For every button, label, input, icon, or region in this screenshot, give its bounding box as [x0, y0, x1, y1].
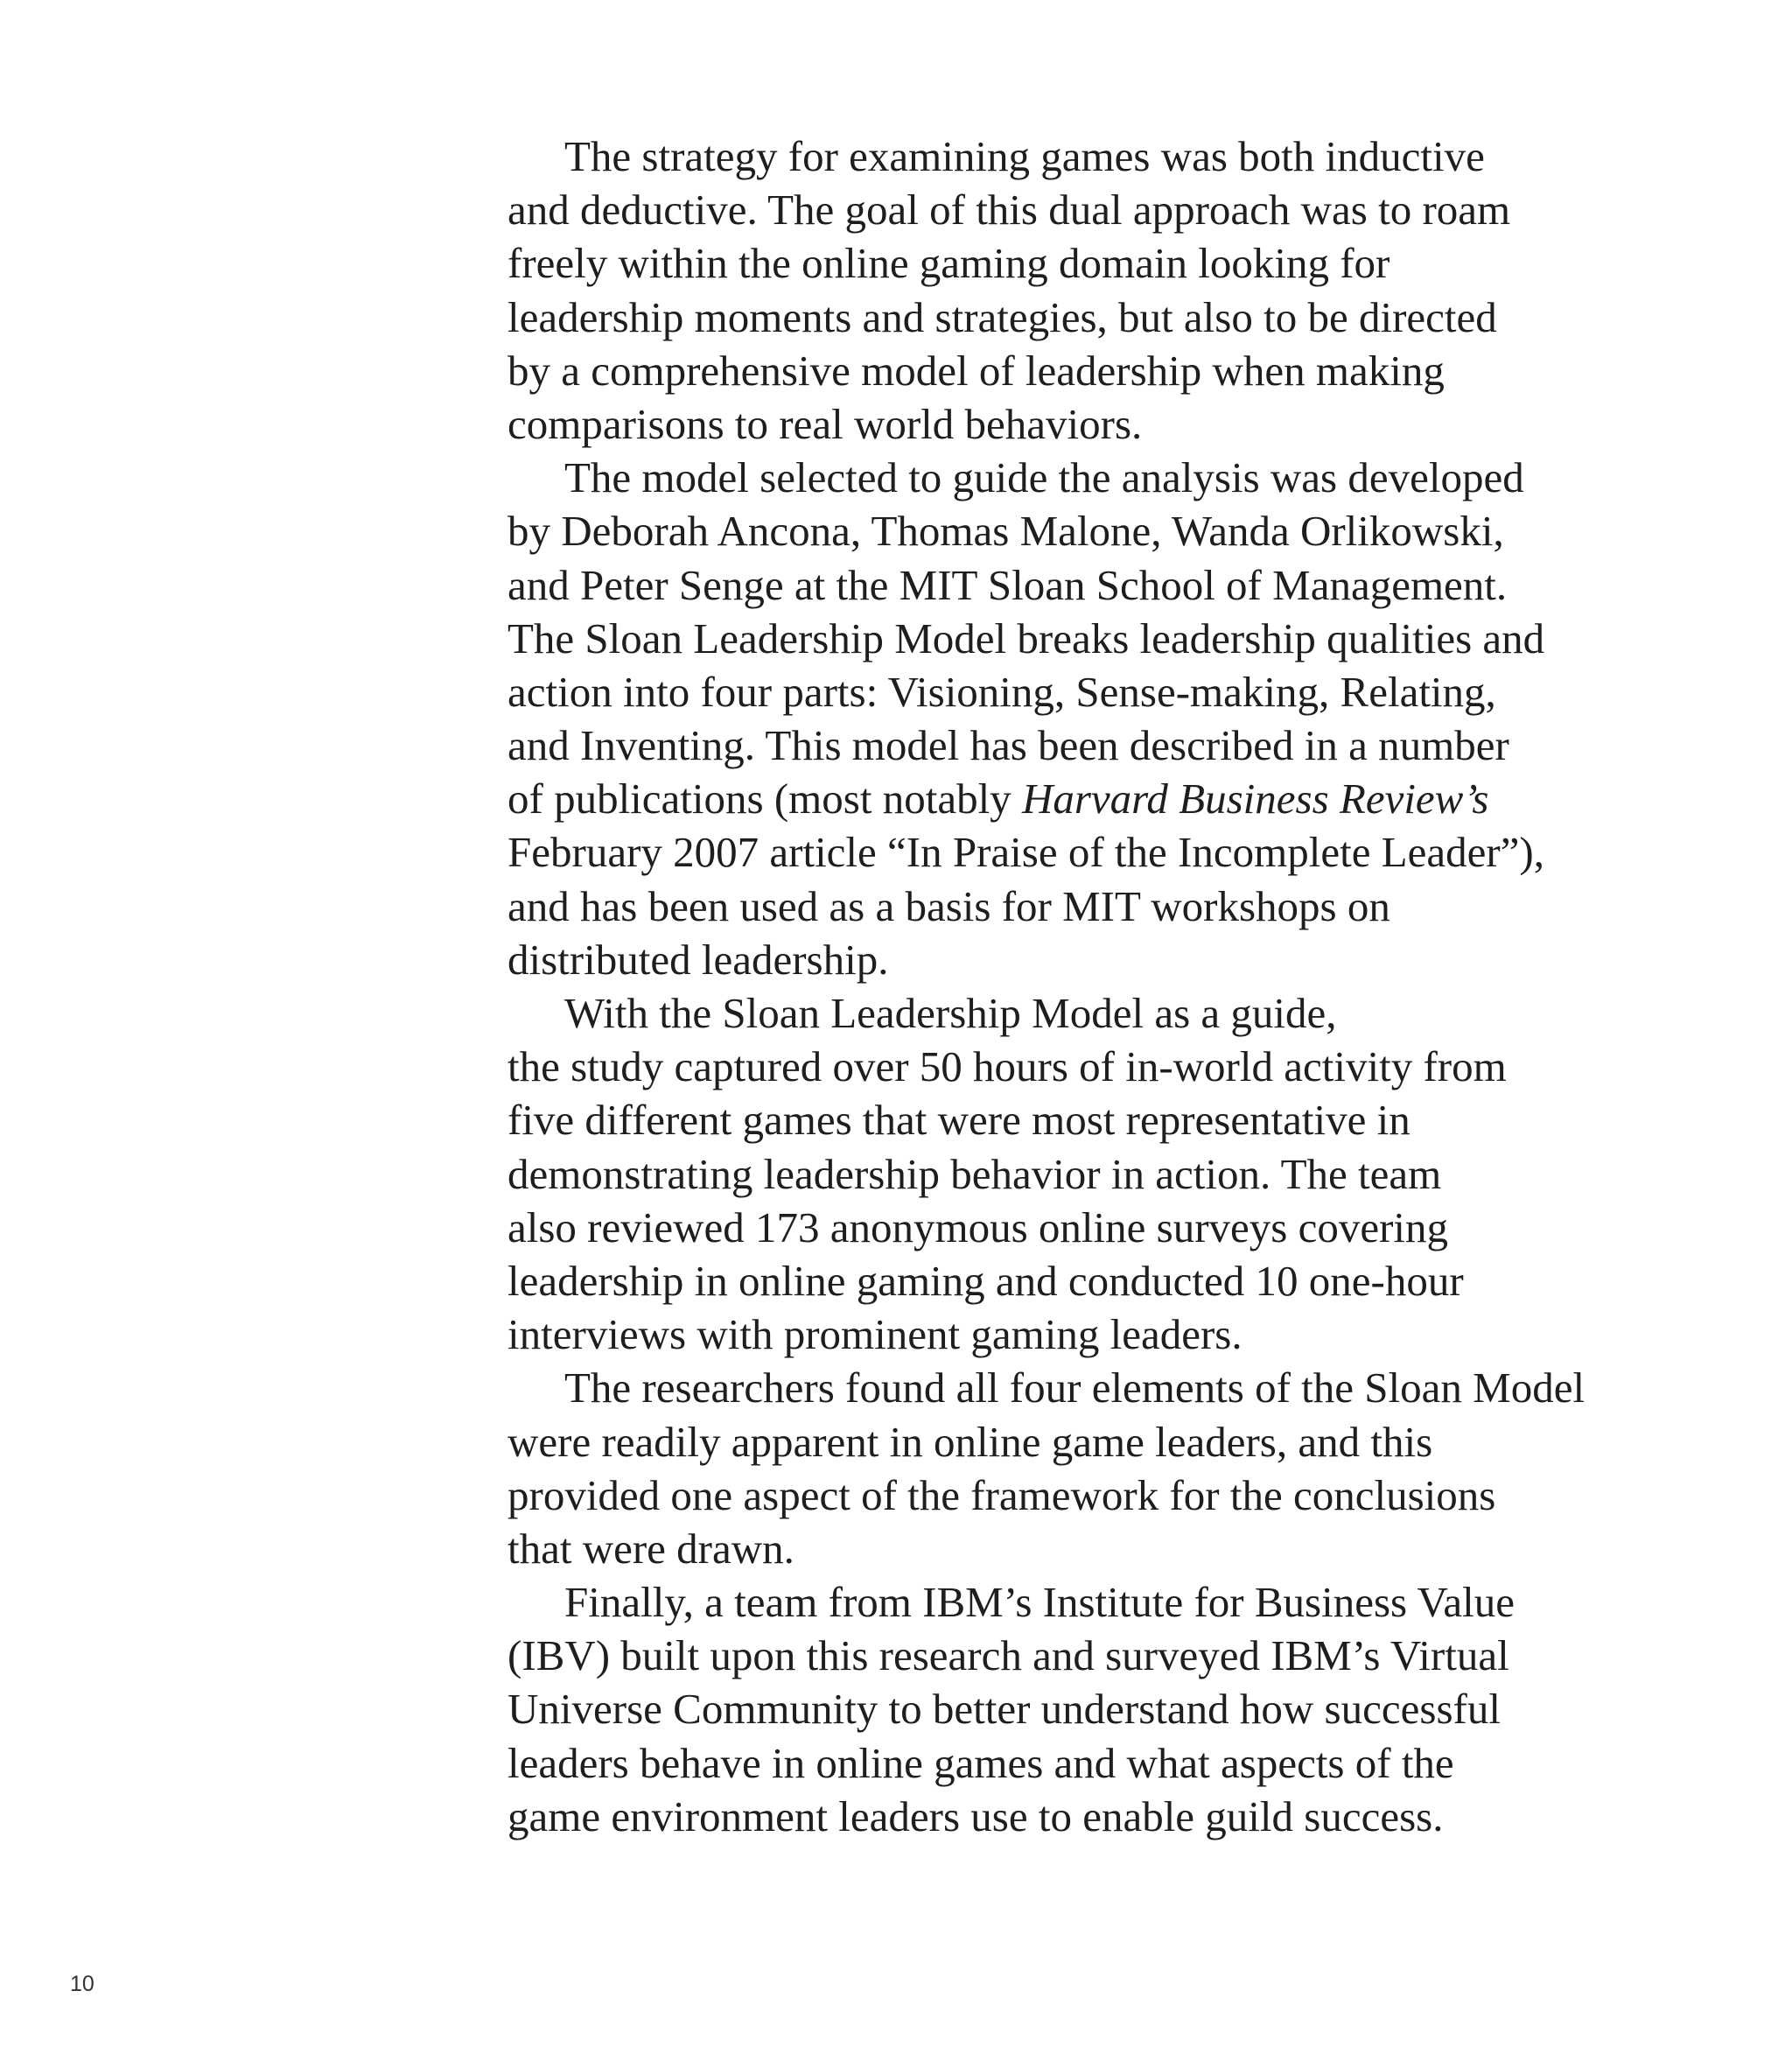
text-line: leaders behave in online games and what aspects of the [508, 1738, 1454, 1787]
text-line: With the Sloan Leadership Model as a guide, [564, 989, 1337, 1037]
text-line: demonstrating leadership behavior in action. The team [508, 1149, 1442, 1198]
text-line: February 2007 article “In Praise of the Incomplete Leader”), [508, 828, 1544, 877]
text-run: of publications (most notably [508, 775, 1022, 824]
text-line: by a comprehensive model of leadership when making [508, 346, 1445, 395]
body-text [508, 130, 1584, 1843]
text-line: game environment leaders use to enable guild success. [508, 1791, 1444, 1840]
text-line [508, 772, 1584, 825]
text-line: were readily apparent in online game leaders, and this [508, 1417, 1433, 1466]
text-line: The model selected to guide the analysis was developed [564, 453, 1524, 502]
text-line: The strategy for examining games was both inductive [564, 132, 1485, 180]
paragraph [508, 1575, 1584, 1843]
text-line: and Inventing. This model has been described in a number [508, 721, 1509, 770]
text-line: and has been used as a basis for MIT workshops on [508, 881, 1390, 930]
text-line: by Deborah Ancona, Thomas Malone, Wanda Orlikowski, [508, 507, 1504, 556]
paragraph [508, 130, 1584, 451]
page-number: 10 [70, 1972, 94, 1996]
text-line: five different games that were most representative in [508, 1096, 1410, 1145]
text-line: that were drawn. [508, 1524, 794, 1573]
paragraph [508, 986, 1584, 1361]
paragraph [508, 451, 1584, 986]
text-line: action into four parts: Visioning, Sense-making, Relating, [508, 667, 1496, 716]
text-line: and Peter Senge at the MIT Sloan School of Management. [508, 560, 1508, 609]
text-line: Universe Community to better understand how successful [508, 1685, 1501, 1734]
text-line: leadership in online gaming and conducted 10 one-hour [508, 1256, 1464, 1305]
text-line: provided one aspect of the framework for the conclusions [508, 1470, 1496, 1519]
publication-title: Harvard Business Review’s [1021, 775, 1489, 824]
text-line: Finally, a team from IBM’s Institute for Business Value [564, 1578, 1516, 1627]
paragraph [508, 1361, 1584, 1575]
text-line: distributed leadership. [508, 935, 889, 984]
text-line: comparisons to real world behaviors. [508, 399, 1143, 448]
text-line: the study captured over 50 hours of in-world activity from [508, 1042, 1507, 1091]
text-line: interviews with prominent gaming leaders. [508, 1310, 1242, 1359]
text-line: The Sloan Leadership Model breaks leadership qualities and [508, 613, 1545, 662]
text-line: The researchers found all four elements of the Sloan Model [564, 1363, 1586, 1413]
text-line: also reviewed 173 anonymous online surveys covering [508, 1202, 1449, 1251]
text-line: leadership moments and strategies, but also to be directed [508, 292, 1497, 341]
text-line: (IBV) built upon this research and surveyed IBM’s Virtual [508, 1631, 1509, 1680]
text-line: freely within the online gaming domain looking for [508, 239, 1390, 288]
text-line: and deductive. The goal of this dual approach was to roam [508, 186, 1511, 235]
